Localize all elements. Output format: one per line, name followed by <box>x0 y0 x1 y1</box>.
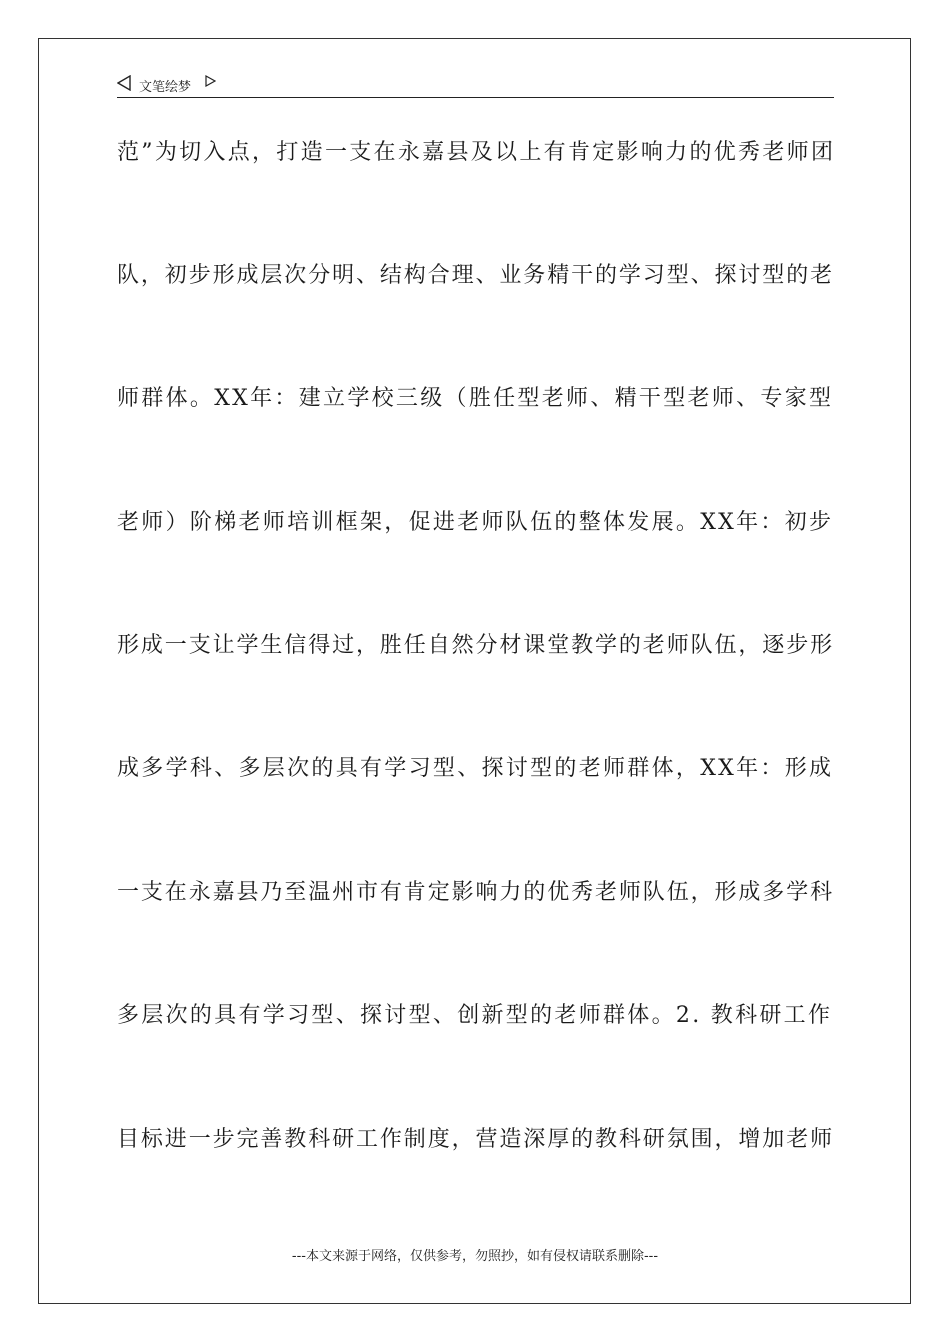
page-frame <box>38 38 911 1304</box>
footer-disclaimer: ---本文来源于网络，仅供参考，勿照抄，如有侵权请联系删除--- <box>291 1249 659 1264</box>
text-line: 老师）阶梯老师培训框架，促进老师队伍的整体发展。XX年：初步 <box>117 510 834 535</box>
text-line: 一支在永嘉县乃至温州市有肯定影响力的优秀老师队伍，形成多学科 <box>117 880 835 905</box>
brand-name: 文笔绘梦 <box>139 80 192 95</box>
text-line: 多层次的具有学习型、探讨型、创新型的老师群体。2. 教科研工作 <box>117 1003 833 1028</box>
page-header <box>117 72 834 98</box>
right-triangle-icon <box>205 75 216 87</box>
text-line: 成多学科、多层次的具有学习型、探讨型的老师群体，XX年：形成 <box>117 756 834 781</box>
text-line: 队，初步形成层次分明、结构合理、业务精干的学习型、探讨型的老 <box>117 263 835 288</box>
text-line: 目标进一步完善教科研工作制度，营造深厚的教科研氛围，增加老师 <box>117 1127 835 1152</box>
text-line: 范”为切入点，打造一支在永嘉县及以上有肯定影响力的优秀老师团 <box>117 140 836 165</box>
text-line: 师群体。XX年：建立学校三级（胜任型老师、精干型老师、专家型 <box>117 386 834 411</box>
text-line: 形成一支让学生信得过，胜任自然分材课堂教学的老师队伍，逐步形 <box>117 633 835 658</box>
left-triangle-icon <box>117 75 131 91</box>
